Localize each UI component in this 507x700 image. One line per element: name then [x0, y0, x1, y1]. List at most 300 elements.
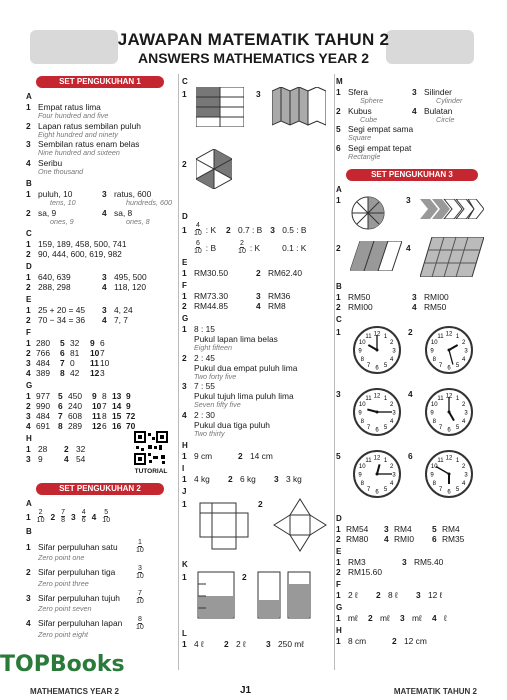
section-label: D: [182, 212, 188, 221]
answer-grid: [26, 338, 174, 378]
time-words: Pukul tujuh lima puluh lima: [194, 391, 294, 401]
translation: Eight hundred and ninety: [38, 129, 118, 139]
svg-text:5: 5: [455, 363, 460, 370]
answer-row: [26, 121, 174, 131]
denominator: 10: [136, 572, 144, 580]
svg-text:7: 7: [438, 425, 443, 432]
svg-text:12: 12: [373, 393, 381, 400]
svg-text:12: 12: [445, 393, 453, 400]
section-label: J: [182, 487, 187, 496]
item-number: 2: [408, 327, 413, 337]
table-cell: 8: [102, 411, 107, 421]
table-cell: 9: [92, 391, 97, 401]
table-cell: 70: [126, 421, 136, 431]
fraction: [61, 509, 65, 524]
section-label: A: [26, 92, 32, 101]
svg-text:1: 1: [455, 333, 460, 340]
answer-table: [26, 391, 174, 431]
section-c-figures: 1 3 2: [182, 87, 332, 209]
numerator: 7: [61, 509, 66, 516]
arrow-shading-figure: [420, 199, 484, 219]
table-cell: 3: [100, 368, 105, 378]
fraction: [82, 509, 86, 524]
table-cell: 289: [68, 421, 82, 431]
fraction: [136, 590, 144, 605]
answer-row: [182, 353, 332, 363]
answer-row: 2 RM44.85 4 RM8: [182, 301, 286, 311]
table-cell: 7: [100, 348, 105, 358]
divider-1: [178, 74, 179, 670]
answer-row: 2 70 − 34 = 36 4 7, 7: [26, 315, 128, 325]
table-cell: 3: [26, 358, 31, 368]
svg-text:7: 7: [366, 363, 371, 370]
section-label: M: [336, 77, 343, 86]
item-number: 1: [26, 541, 31, 552]
table-cell: 9: [126, 391, 131, 401]
table-cell: 5: [60, 338, 65, 348]
table-cell: 6: [58, 401, 63, 411]
answer-row: 1 9 cm 2 14 cm: [182, 451, 273, 461]
item-number: 4: [91, 511, 97, 522]
svg-text:9: 9: [430, 410, 434, 417]
svg-text:1: 1: [455, 457, 460, 464]
svg-text:10: 10: [358, 464, 366, 470]
translation: Zero point one: [38, 553, 85, 562]
answer-list: [182, 324, 332, 438]
answer-list: [26, 102, 174, 176]
table-cell: 6: [102, 421, 107, 431]
table-cell: 608: [68, 411, 82, 421]
fraction: [136, 565, 144, 580]
answer-row: 2 288, 298 4 118, 120: [26, 282, 146, 292]
time-words: Pukul dua empat puluh lima: [194, 362, 298, 373]
item-number: 4: [26, 157, 31, 168]
svg-text:10: 10: [358, 340, 366, 346]
item-number: 3: [71, 511, 76, 522]
qr-code-icon[interactable]: [134, 431, 168, 465]
table-cell: 6: [60, 348, 65, 358]
answer-row: 2 90, 444, 600, 619, 982: [26, 249, 122, 259]
svg-text:2: 2: [462, 402, 466, 408]
item-number: 3: [182, 381, 187, 391]
beaker-2-figure: [256, 570, 282, 620]
answer-row: Sphere Cylinder: [360, 96, 463, 105]
clock-icon: [352, 449, 402, 499]
svg-text:11: 11: [437, 457, 444, 464]
table-cell: 766: [36, 348, 50, 358]
answer-row: [26, 616, 174, 631]
answer-text: Lapan ratus sembilan puluh: [38, 120, 141, 131]
clock-icon: [424, 325, 474, 375]
beaker-figures: 1 2: [182, 570, 332, 626]
section-label: G: [336, 603, 343, 612]
beaker-1-figure: [196, 570, 236, 620]
svg-text:12: 12: [373, 331, 381, 338]
svg-text:3: 3: [464, 348, 468, 355]
svg-text:10: 10: [430, 464, 438, 470]
answer-row: 1 Sfera 3 Silinder: [336, 87, 452, 97]
svg-text:8: 8: [360, 481, 364, 487]
answer-text: Sembilan ratus enam belas: [38, 139, 140, 149]
table-cell: 72: [126, 411, 136, 421]
svg-text:12: 12: [445, 331, 453, 338]
translation: Zero point three: [38, 578, 89, 588]
section-label: B: [26, 527, 32, 536]
column-1: [26, 74, 174, 639]
answer-row: 1 puluh, 10 3 ratus, 600: [26, 189, 152, 199]
denominator: 10: [102, 517, 111, 524]
item-number: 1: [26, 102, 31, 112]
answer-row: 1 8 cm 2 12 cm: [336, 636, 427, 646]
section-label: C: [336, 315, 342, 324]
table-cell: 4: [26, 421, 31, 431]
item-number: 3: [26, 139, 31, 149]
svg-text:12: 12: [445, 455, 453, 462]
section-label: D: [26, 262, 32, 271]
item-number: 1: [182, 324, 187, 334]
section-pill: SET PENGUKUHAN 1: [36, 76, 164, 88]
table-cell: 450: [68, 391, 82, 401]
clock-figures: [336, 325, 488, 511]
numerator: 8: [137, 615, 142, 623]
column-2: [182, 74, 332, 649]
fraction: [136, 616, 144, 631]
svg-text:6: 6: [447, 365, 451, 372]
answer-text: Seribu: [38, 157, 63, 168]
answer-row: 1 4 kg 2 6 kg 3 3 kg: [182, 474, 302, 484]
answer-row: Cube Circle: [360, 114, 455, 124]
svg-text:9: 9: [430, 348, 434, 355]
zigzag-shading-figure: [272, 87, 326, 127]
section-label: A: [26, 499, 32, 508]
column-3: [336, 74, 488, 646]
fraction: [102, 509, 110, 524]
answer-row: 1 159, 189, 458, 500, 741: [26, 239, 127, 249]
time-value: 7 : 55: [194, 381, 215, 391]
svg-text:11: 11: [437, 333, 444, 340]
cuboid-net-figure: [196, 497, 252, 553]
svg-text:8: 8: [432, 419, 436, 425]
svg-text:9: 9: [358, 348, 362, 355]
section-label: D: [336, 514, 342, 523]
publisher-logo: TOPBooks: [0, 652, 125, 677]
denominator: 10: [36, 517, 45, 524]
table-cell: 9: [126, 401, 131, 411]
hexagon-shading-figure: [196, 149, 232, 189]
svg-text:8: 8: [360, 357, 364, 363]
table-cell: 8: [102, 391, 107, 401]
table-cell: 240: [68, 401, 82, 411]
answer-table: [26, 338, 174, 378]
svg-text:2: 2: [390, 340, 394, 346]
answer-row: ones, 9 ones, 8: [50, 216, 150, 226]
answer-grid: 1 RM54 3 RM4 5 RM4 2 RM80 4 RMI0 6 RM35: [336, 524, 465, 544]
svg-text:6: 6: [447, 427, 451, 434]
pie-shading-figure: [350, 195, 386, 231]
section-label: F: [26, 328, 31, 337]
item-number: 2: [26, 120, 31, 131]
svg-text:8: 8: [360, 419, 364, 425]
answer-row: [182, 410, 332, 420]
fraction: [37, 509, 45, 524]
translation: One thousand: [38, 166, 84, 176]
translation: Nine hundred and sixteen: [38, 148, 120, 157]
clock-icon: [424, 387, 474, 437]
svg-text:2: 2: [390, 464, 394, 470]
page-subtitle: ANSWERS MATHEMATICS YEAR 2: [137, 50, 369, 66]
translation: Two forty five: [194, 371, 237, 381]
answer-row: [26, 565, 174, 580]
table-cell: 9: [90, 338, 95, 348]
translation: Zero point seven: [38, 604, 92, 613]
svg-text:8: 8: [432, 481, 436, 487]
table-cell: 484: [36, 411, 50, 421]
divider-2: [334, 74, 335, 670]
svg-text:10: 10: [430, 402, 438, 408]
section-label: F: [336, 580, 341, 589]
table-cell: 0: [70, 358, 75, 368]
answer-grid: [26, 391, 174, 431]
svg-text:5: 5: [383, 487, 388, 494]
table-cell: 12: [90, 368, 100, 378]
section-pill: SET PENGUKUHAN 2: [36, 483, 164, 495]
section-label: I: [182, 464, 185, 473]
table-cell: 6: [100, 338, 105, 348]
footer-right: MATEMATIK TAHUN 2: [393, 687, 477, 696]
translation: Square: [348, 133, 372, 142]
answer-row: 1 25 + 20 = 45 3 4, 24: [26, 305, 133, 315]
section-label: E: [26, 295, 32, 304]
translation: Four hundred and five: [38, 111, 109, 120]
svg-text:12: 12: [373, 455, 381, 462]
rectangle-shading-figure: [196, 87, 244, 127]
denominator: 10: [136, 598, 144, 605]
table-cell: 484: [36, 358, 50, 368]
table-cell: 280: [36, 338, 50, 348]
answer-row: 1 28 2 32: [26, 444, 86, 454]
answer-row: [26, 158, 174, 168]
item-number: 5: [336, 451, 341, 461]
answer-row: $\frac{6}{10}$ : B $\frac{2}{10}$ : K 0.1 : K: [194, 240, 307, 255]
table-cell: 10: [90, 348, 100, 358]
item-number: 3: [336, 389, 341, 399]
svg-text:7: 7: [438, 487, 443, 494]
net-figures: 1 2: [182, 497, 332, 557]
answer-row: 1 RM73.30 3 RM36: [182, 291, 291, 301]
denominator: 10: [136, 547, 144, 554]
section-label: L: [182, 629, 187, 638]
numerator: 1: [137, 539, 142, 546]
svg-text:1: 1: [383, 395, 388, 402]
table-cell: 977: [36, 391, 50, 401]
answer-row: 2 RM15.60: [336, 567, 382, 577]
table-cell: 1: [26, 338, 31, 348]
table-cell: 7: [102, 401, 107, 411]
table-cell: 13: [112, 391, 122, 401]
item-number: 4: [408, 389, 413, 399]
svg-text:6: 6: [447, 489, 451, 496]
answer-text: Empat ratus lima: [38, 102, 101, 112]
svg-text:4: 4: [390, 357, 394, 363]
answer-row: 6 Segi empat tepat: [336, 142, 412, 153]
answer-text: Sifar perpuluhan lapan: [38, 618, 123, 628]
denominator: 10: [136, 623, 144, 631]
section-label: B: [336, 282, 342, 291]
svg-text:2: 2: [390, 402, 394, 408]
answer-row: 2 RMI00 4 RM50: [336, 302, 447, 312]
section-label: E: [182, 258, 188, 267]
fraction: $\frac{4}{10}$: [194, 222, 202, 237]
translation: Seven fifty five: [194, 400, 241, 409]
section-label: A: [336, 185, 342, 194]
time-value: 2 : 30: [194, 409, 215, 420]
section-label: H: [26, 434, 32, 443]
svg-text:6: 6: [375, 365, 379, 372]
svg-text:3: 3: [464, 472, 468, 479]
table-cell: 2: [26, 348, 31, 358]
svg-text:6: 6: [375, 489, 379, 496]
table-cell: 15: [112, 411, 122, 421]
svg-text:8: 8: [432, 357, 436, 363]
svg-text:6: 6: [375, 427, 379, 434]
svg-text:2: 2: [462, 340, 466, 346]
table-cell: 691: [36, 421, 50, 431]
svg-text:3: 3: [392, 348, 396, 355]
answer-row: [182, 381, 332, 391]
table-cell: 2: [26, 401, 31, 411]
fraction: $\frac{6}{10}$: [194, 240, 202, 255]
answer-row: 1 mℓ 2 mℓ 3 mℓ 4 ℓ: [336, 613, 447, 623]
svg-text:7: 7: [366, 487, 371, 494]
clock-icon: [352, 387, 402, 437]
svg-text:9: 9: [358, 472, 362, 479]
shading-figures: 1 3 2 4: [336, 195, 488, 279]
svg-text:1: 1: [455, 395, 460, 402]
table-cell: 81: [70, 348, 80, 358]
time-words: Pukul lapan lima belas: [194, 334, 278, 344]
table-cell: 1: [26, 391, 31, 401]
svg-text:3: 3: [392, 472, 396, 479]
svg-text:9: 9: [430, 472, 434, 479]
answer-row: 1 2 ℓ 2 8 ℓ 3 12 ℓ: [336, 590, 443, 600]
section-label: F: [182, 281, 187, 290]
translation: Eight fifteen: [194, 343, 232, 352]
item-number: 2: [182, 352, 187, 363]
svg-text:7: 7: [366, 425, 371, 432]
section-label: G: [182, 314, 189, 323]
qr-block[interactable]: [134, 431, 168, 477]
striped-parallelogram-figure: [420, 237, 484, 277]
translation: Two thirty: [194, 428, 225, 438]
time-value: 2 : 45: [194, 352, 215, 363]
svg-text:5: 5: [383, 425, 388, 432]
item-number: 4: [26, 618, 31, 628]
section-h: [26, 431, 174, 477]
page-number: J1: [240, 685, 252, 696]
answer-row: 2 sa, 9 4 sa, 8: [26, 207, 133, 218]
parallelogram-shading-figure: [350, 241, 402, 271]
svg-text:4: 4: [390, 419, 394, 425]
answer-text: Sifar perpuluhan tiga: [38, 567, 116, 577]
answer-row: 1 $\frac{4}{10}$ : K 2 0.7 : B 3 0.5 : B: [182, 222, 307, 237]
section-label: B: [26, 179, 32, 188]
item-number: 3: [26, 592, 31, 603]
item-number: 6: [408, 451, 413, 461]
numerator: 4: [81, 509, 86, 516]
denominator: 6: [81, 517, 86, 524]
table-cell: 8: [58, 421, 63, 431]
answer-row: 1 RM50 3 RMI00: [336, 292, 449, 302]
tutorial-label: TUTORIAL: [134, 468, 168, 475]
table-cell: 42: [70, 368, 80, 378]
item-number: 4: [182, 409, 187, 420]
svg-text:11: 11: [365, 333, 372, 340]
answer-list: [26, 539, 174, 639]
table-cell: 11: [92, 411, 101, 421]
pyramid-net-figure: [272, 497, 328, 553]
table-cell: 11: [90, 358, 99, 368]
numerator: 3: [137, 564, 142, 572]
svg-text:5: 5: [455, 425, 460, 432]
numerator: 2: [38, 509, 43, 516]
svg-text:1: 1: [383, 457, 388, 464]
svg-text:2: 2: [462, 464, 466, 470]
table-cell: 4: [26, 368, 31, 378]
translation: Zero point eight: [38, 629, 88, 639]
table-cell: 32: [70, 338, 80, 348]
clock-icon: [352, 325, 402, 375]
section-label: C: [182, 77, 188, 86]
table-cell: 990: [36, 401, 50, 411]
numerator: 5: [104, 509, 109, 516]
table-cell: 16: [112, 421, 122, 431]
footer-left: MATHEMATICS YEAR 2: [30, 687, 119, 696]
item-number: 1: [336, 327, 341, 337]
table-cell: 5: [58, 391, 63, 401]
table-cell: 10: [100, 358, 110, 368]
section-label: E: [336, 547, 342, 556]
svg-text:9: 9: [358, 410, 362, 417]
answer-row: 1 4 ℓ 2 2 ℓ 3 250 mℓ: [182, 639, 304, 649]
item-number: 1: [26, 511, 31, 522]
table-cell: 8: [60, 368, 65, 378]
svg-text:3: 3: [392, 410, 396, 417]
svg-text:3: 3: [464, 410, 468, 417]
section-label: H: [182, 441, 188, 450]
answer-row: 1 RM30.50 2 RM62.40: [182, 268, 302, 278]
page-title: JAWAPAN MATEMATIK TAHUN 2: [117, 30, 390, 49]
svg-text:5: 5: [383, 363, 388, 370]
answer-text: Sifar perpuluhan satu: [38, 541, 118, 552]
answer-row: tens, 10 hundreds, 600: [50, 198, 172, 207]
table-cell: 7: [58, 411, 63, 421]
answer-row: [26, 590, 174, 605]
svg-text:11: 11: [365, 395, 372, 402]
section-label: C: [26, 229, 32, 238]
svg-text:10: 10: [358, 402, 366, 408]
svg-text:4: 4: [462, 481, 466, 487]
clock-icon: [424, 449, 474, 499]
section-label: H: [336, 626, 342, 635]
svg-text:4: 4: [462, 419, 466, 425]
translation: Rectangle: [348, 151, 381, 161]
numerator: 7: [137, 590, 142, 597]
section-label: K: [182, 560, 188, 569]
svg-text:1: 1: [383, 333, 388, 340]
answer-row: 3 9 4 54: [26, 454, 86, 464]
svg-text:7: 7: [438, 363, 443, 370]
table-cell: 3: [26, 411, 31, 421]
